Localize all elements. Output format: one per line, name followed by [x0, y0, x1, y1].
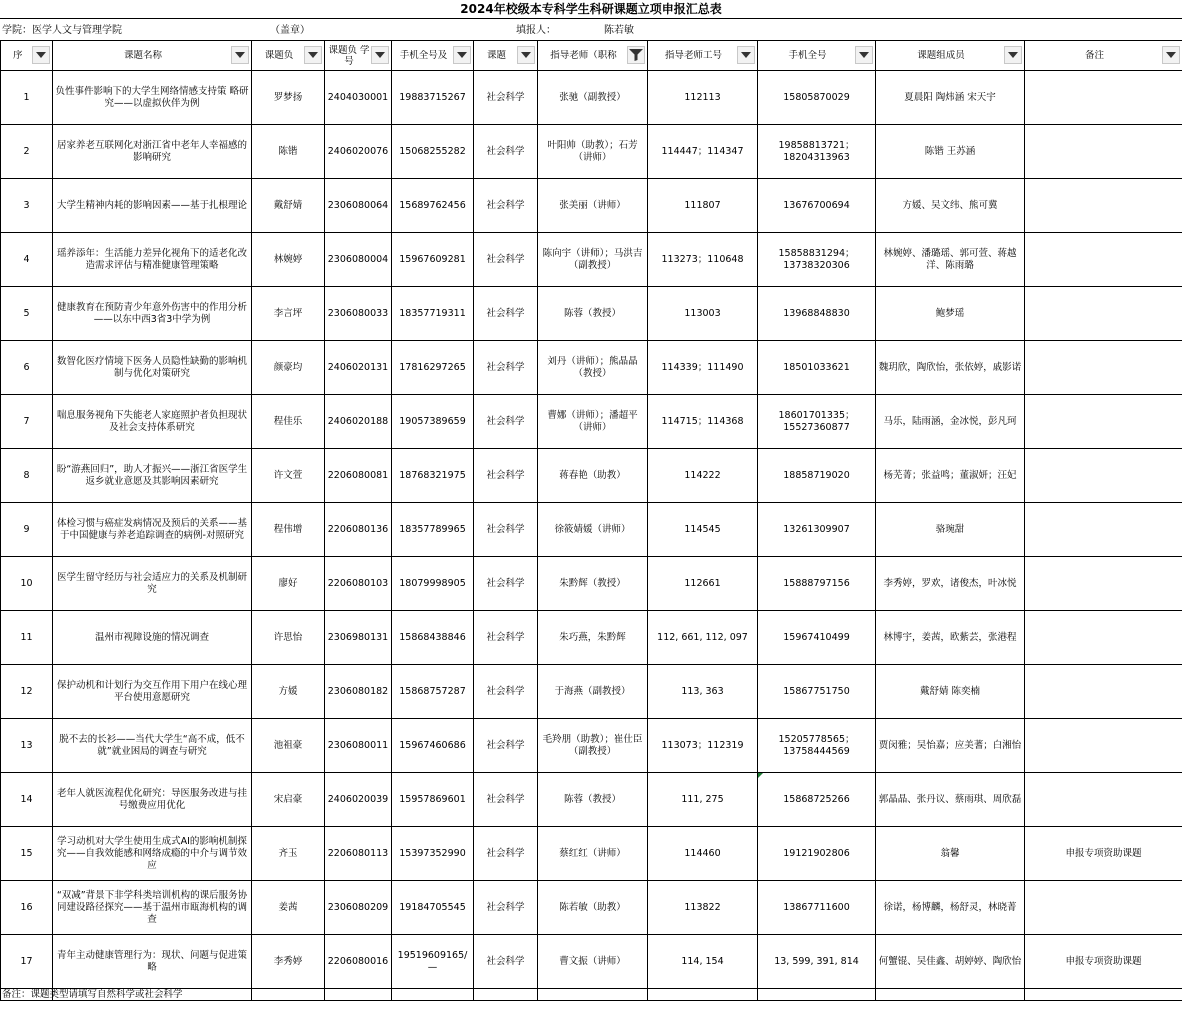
dropdown-arrow-icon[interactable]	[737, 46, 755, 64]
cell-seq[interactable]: 2	[1, 125, 53, 179]
cell-remark[interactable]	[1025, 395, 1182, 449]
cell-advisor-phone[interactable]: 13676700694	[758, 179, 876, 233]
cell-name[interactable]: 保护动机和计划行为交互作用下用户在线心理平台使用意愿研究	[53, 665, 252, 719]
cell-name[interactable]: 负性事件影响下的大学生网络情感支持策 略研究——以虚拟伙伴为例	[53, 71, 252, 125]
cell-members[interactable]: 夏晨阳 陶炜涵 宋天宇	[876, 71, 1025, 125]
table-row	[1, 287, 1182, 341]
table-row	[1, 179, 1182, 233]
dropdown-arrow-icon[interactable]	[517, 46, 535, 64]
cell-name[interactable]: 脱不去的长衫——当代大学生“高不成，低不就”就业困局的调查与研究	[53, 719, 252, 773]
cell-student-id[interactable]: 2306980131	[325, 611, 392, 665]
cell-members[interactable]: 林博宇，姜茜，欧紫芸，张港程	[876, 611, 1025, 665]
cell-advisor[interactable]: 陈若敏（助教）	[538, 881, 648, 935]
cell-leader[interactable]: 陈锴	[252, 125, 325, 179]
cell-leader[interactable]: 戴舒婧	[252, 179, 325, 233]
cell-advisor[interactable]: 蒋春艳（助教）	[538, 449, 648, 503]
dropdown-arrow-icon[interactable]	[1162, 46, 1180, 64]
cell-advisor[interactable]: 张驰（副教授）	[538, 71, 648, 125]
cell-name[interactable]: 老年人就医流程优化研究：导医服务改进与挂号缴费应用优化	[53, 773, 252, 827]
cell-leader-phone[interactable]: 15068255282	[392, 125, 474, 179]
cell-type[interactable]: 社会科学	[474, 233, 538, 287]
cell-members[interactable]: 翁馨	[876, 827, 1025, 881]
empty-cell[interactable]	[758, 989, 876, 1001]
cell-advisor[interactable]: 于海燕（副教授）	[538, 665, 648, 719]
table-row	[1, 449, 1182, 503]
cell-remark[interactable]	[1025, 719, 1182, 773]
column-header-label: 课题负 学号	[328, 44, 370, 67]
cell-advisor[interactable]: 曹娜（讲师）；潘超平（讲师）	[538, 395, 648, 449]
cell-members[interactable]: 林婉婷、潘璐瑶、郭可萱、蒋越洋、陈雨璐	[876, 233, 1025, 287]
cell-remark[interactable]	[1025, 503, 1182, 557]
column-header-label: 备注	[1084, 49, 1104, 61]
table-row	[1, 881, 1182, 935]
cell-advisor-phone[interactable]: 13867711600	[758, 881, 876, 935]
cell-seq[interactable]: 7	[1, 395, 53, 449]
cell-members[interactable]: 徐诺，杨博麟，杨舒灵，林晓菁	[876, 881, 1025, 935]
cell-advisor[interactable]: 陈向宇（讲师）；马洪吉（副教授）	[538, 233, 648, 287]
cell-type[interactable]: 社会科学	[474, 395, 538, 449]
cell-leader[interactable]: 程伟增	[252, 503, 325, 557]
cell-advisor-phone[interactable]: 15805870029	[758, 71, 876, 125]
cell-advisor-phone[interactable]: 13261309907	[758, 503, 876, 557]
dropdown-arrow-icon[interactable]	[1004, 46, 1022, 64]
cell-advisor-phone[interactable]: 15967410499	[758, 611, 876, 665]
cell-leader-phone[interactable]: 15967609281	[392, 233, 474, 287]
cell-advisor-id[interactable]: 114715；114368	[648, 395, 758, 449]
cell-type[interactable]: 社会科学	[474, 611, 538, 665]
cell-advisor-id[interactable]: 112, 661, 112, 097	[648, 611, 758, 665]
cell-leader-phone[interactable]: 15957869601	[392, 773, 474, 827]
cell-type[interactable]: 社会科学	[474, 557, 538, 611]
cell-advisor-phone[interactable]: 18601701335；15527360877	[758, 395, 876, 449]
column-header-advisor-id	[648, 41, 758, 71]
table-row	[1, 719, 1182, 773]
table-row	[1, 611, 1182, 665]
reporter-name: 陈若敏	[604, 25, 634, 36]
column-header-label: 指导老师（职称	[550, 49, 617, 61]
cell-student-id[interactable]: 2306080064	[325, 179, 392, 233]
cell-advisor[interactable]: 毛羚朋（助教）；崔仕臣（副教授）	[538, 719, 648, 773]
cell-advisor-id[interactable]: 113, 363	[648, 665, 758, 719]
cell-advisor-id[interactable]: 113003	[648, 287, 758, 341]
cell-leader[interactable]: 许思怡	[252, 611, 325, 665]
cell-remark[interactable]	[1025, 287, 1182, 341]
header-row	[1, 41, 1182, 71]
cell-seq[interactable]: 8	[1, 449, 53, 503]
cell-advisor-phone[interactable]: 13, 599, 391, 814	[758, 935, 876, 989]
cell-advisor[interactable]: 张美丽（讲师）	[538, 179, 648, 233]
cell-name[interactable]: 大学生精神内耗的影响因素——基于扎根理论	[53, 179, 252, 233]
sheet-title: 2024年校级本专科学生科研课题立项申报汇总表	[0, 0, 1182, 19]
cell-advisor-phone[interactable]: 15858831294；13738320306	[758, 233, 876, 287]
cell-name[interactable]: 居家养老互联网化对浙江省中老年人幸福感的影响研究	[53, 125, 252, 179]
cell-advisor-phone[interactable]: 18858719020	[758, 449, 876, 503]
cell-student-id[interactable]: 2406020076	[325, 125, 392, 179]
column-header-label: 序	[13, 49, 23, 61]
cell-seq[interactable]: 10	[1, 557, 53, 611]
cell-seq[interactable]: 6	[1, 341, 53, 395]
cell-advisor-id[interactable]: 114447；114347	[648, 125, 758, 179]
cell-advisor[interactable]: 叶阳帅（助教）；石芳（讲师）	[538, 125, 648, 179]
cell-student-id[interactable]: 2206080016	[325, 935, 392, 989]
cell-student-id[interactable]: 2306080182	[325, 665, 392, 719]
cell-type[interactable]: 社会科学	[474, 503, 538, 557]
cell-advisor[interactable]: 刘丹（讲师）；熊晶晶（教授）	[538, 341, 648, 395]
cell-type[interactable]: 社会科学	[474, 449, 538, 503]
cell-members[interactable]: 戴舒婧 陈奕楠	[876, 665, 1025, 719]
cell-seq[interactable]: 12	[1, 665, 53, 719]
cell-leader-phone[interactable]: 15868438846	[392, 611, 474, 665]
cell-comment-marker	[758, 773, 763, 778]
column-header-seq	[1, 41, 53, 71]
cell-student-id[interactable]: 2306080033	[325, 287, 392, 341]
cell-name[interactable]: 青年主动健康管理行为：现状、问题与促进策略	[53, 935, 252, 989]
cell-remark[interactable]	[1025, 125, 1182, 179]
college-label: 学院：医学人文与管理学院	[2, 25, 122, 36]
cell-seq[interactable]: 3	[1, 179, 53, 233]
cell-advisor-phone[interactable]: 15868725266	[758, 773, 876, 827]
cell-advisor-phone[interactable]: 19858813721；18204313963	[758, 125, 876, 179]
column-header-label: 手机全号	[788, 49, 827, 61]
cell-advisor-id[interactable]: 111807	[648, 179, 758, 233]
cell-members[interactable]: 魏玥欣，陶欣怡，张依婷，戚影诺	[876, 341, 1025, 395]
cell-name[interactable]: 医学生留守经历与社会适应力的关系及机制研究	[53, 557, 252, 611]
column-header-student-id	[325, 41, 392, 71]
cell-leader-phone[interactable]: 17816297265	[392, 341, 474, 395]
cell-members[interactable]: 马乐，陆雨涵，金冰悦，彭凡珂	[876, 395, 1025, 449]
cell-student-id[interactable]: 2206080081	[325, 449, 392, 503]
cell-remark[interactable]	[1025, 611, 1182, 665]
cell-name[interactable]: 温州市视障设施的情况调查	[53, 611, 252, 665]
table-row	[1, 665, 1182, 719]
cell-advisor-phone[interactable]: 15867751750	[758, 665, 876, 719]
column-header-type	[474, 41, 538, 71]
filter-funnel-icon[interactable]	[627, 46, 645, 64]
dropdown-arrow-icon[interactable]	[231, 46, 249, 64]
cell-leader[interactable]: 方媛	[252, 665, 325, 719]
cell-advisor[interactable]: 曹文振（讲师）	[538, 935, 648, 989]
cell-seq[interactable]: 11	[1, 611, 53, 665]
dropdown-arrow-icon[interactable]	[32, 46, 50, 64]
cell-members[interactable]: 贾闵雅；吴怡嘉；应美蓍；白湘怡	[876, 719, 1025, 773]
cell-leader-phone[interactable]: 15689762456	[392, 179, 474, 233]
column-header-label: 手机全号及	[399, 49, 448, 61]
table-row	[1, 557, 1182, 611]
cell-student-id[interactable]: 2206080113	[325, 827, 392, 881]
cell-remark[interactable]: 申报专项资助课题	[1025, 935, 1182, 989]
cell-name[interactable]: 数智化医疗情境下医务人员隐性缺勤的影响机制与优化对策研究	[53, 341, 252, 395]
column-header-advisor-phone	[758, 41, 876, 71]
cell-advisor-phone[interactable]: 13968848830	[758, 287, 876, 341]
table-row	[1, 773, 1182, 827]
cell-leader[interactable]: 罗梦扬	[252, 71, 325, 125]
cell-leader-phone[interactable]: 18357789965	[392, 503, 474, 557]
cell-remark[interactable]	[1025, 341, 1182, 395]
cell-remark[interactable]	[1025, 557, 1182, 611]
cell-advisor-phone[interactable]: 18501033621	[758, 341, 876, 395]
dropdown-arrow-icon[interactable]	[371, 46, 389, 64]
seal-label: （盖章）	[270, 25, 310, 36]
cell-name[interactable]: 喘息服务视角下失能老人家庭照护者负担现状及社会支持体系研究	[53, 395, 252, 449]
cell-advisor-id[interactable]: 112661	[648, 557, 758, 611]
table-row	[1, 341, 1182, 395]
cell-advisor-id[interactable]: 114339；111490	[648, 341, 758, 395]
summary-table	[0, 40, 1182, 1001]
table-row	[1, 935, 1182, 989]
dropdown-arrow-icon[interactable]	[304, 46, 322, 64]
cell-seq[interactable]: 13	[1, 719, 53, 773]
cell-leader[interactable]: 姜茜	[252, 881, 325, 935]
column-header-remark	[1025, 41, 1182, 71]
cell-members[interactable]: 何蟹锟、吴佳鑫、胡婷婷、陶欣怡	[876, 935, 1025, 989]
cell-student-id[interactable]: 2306080011	[325, 719, 392, 773]
cell-remark[interactable]: 申报专项资助课题	[1025, 827, 1182, 881]
empty-cell[interactable]	[876, 989, 1025, 1001]
cell-leader-phone[interactable]: 19519609165/—	[392, 935, 474, 989]
cell-remark[interactable]	[1025, 665, 1182, 719]
reporter-label: 填报人：	[516, 25, 556, 36]
cell-remark[interactable]	[1025, 179, 1182, 233]
cell-advisor-id[interactable]: 112113	[648, 71, 758, 125]
cell-name[interactable]: “双减”背景下非学科类培训机构的课后服务协同建设路径探究——基于温州市瓯海机构的调查	[53, 881, 252, 935]
cell-type[interactable]: 社会科学	[474, 179, 538, 233]
cell-advisor-id[interactable]: 113822	[648, 881, 758, 935]
cell-name[interactable]: 健康教育在预防青少年意外伤害中的作用分析——以东中西3省3中学为例	[53, 287, 252, 341]
cell-student-id[interactable]: 2406020039	[325, 773, 392, 827]
cell-remark[interactable]	[1025, 449, 1182, 503]
column-header-label: 课题组成员	[917, 49, 965, 61]
cell-advisor-id[interactable]: 111, 275	[648, 773, 758, 827]
cell-seq[interactable]: 15	[1, 827, 53, 881]
cell-leader-phone[interactable]: 19184705545	[392, 881, 474, 935]
table-row	[1, 395, 1182, 449]
cell-members[interactable]: 杨芜菁；张益鸣；董淑妍；汪妃	[876, 449, 1025, 503]
cell-seq[interactable]: 1	[1, 71, 53, 125]
cell-leader[interactable]: 齐玉	[252, 827, 325, 881]
cell-remark[interactable]	[1025, 71, 1182, 125]
cell-advisor-phone[interactable]: 15888797156	[758, 557, 876, 611]
cell-remark[interactable]	[1025, 773, 1182, 827]
cell-advisor-id[interactable]: 114, 154	[648, 935, 758, 989]
cell-type[interactable]: 社会科学	[474, 719, 538, 773]
cell-advisor[interactable]: 陈蓉（教授）	[538, 773, 648, 827]
cell-leader[interactable]: 颜豪均	[252, 341, 325, 395]
cell-remark[interactable]	[1025, 233, 1182, 287]
cell-leader-phone[interactable]: 18079998905	[392, 557, 474, 611]
table-row	[1, 71, 1182, 125]
cell-advisor-id[interactable]: 113073；112319	[648, 719, 758, 773]
cell-advisor[interactable]: 朱巧燕，朱黔辉	[538, 611, 648, 665]
dropdown-arrow-icon[interactable]	[453, 46, 471, 64]
footnote: 备注：课题类型请填写自然科学或社会科学	[2, 989, 183, 1000]
empty-cell[interactable]	[1025, 989, 1182, 1001]
cell-members[interactable]: 郭晶晶、张丹议、蔡雨琪、周欣磊	[876, 773, 1025, 827]
cell-leader[interactable]: 池祖豪	[252, 719, 325, 773]
cell-leader-phone[interactable]: 15868757287	[392, 665, 474, 719]
cell-seq[interactable]: 14	[1, 773, 53, 827]
cell-advisor-id[interactable]: 113273；110648	[648, 233, 758, 287]
cell-leader-phone[interactable]: 15967460686	[392, 719, 474, 773]
cell-advisor[interactable]: 蔡红红（讲师）	[538, 827, 648, 881]
cell-student-id[interactable]: 2206080103	[325, 557, 392, 611]
table-row	[1, 827, 1182, 881]
table-row	[1, 233, 1182, 287]
cell-leader[interactable]: 宋启豪	[252, 773, 325, 827]
column-header-members	[876, 41, 1025, 71]
table-row	[1, 125, 1182, 179]
cell-members[interactable]: 骆琬甜	[876, 503, 1025, 557]
cell-leader-phone[interactable]: 15397352990	[392, 827, 474, 881]
dropdown-arrow-icon[interactable]	[855, 46, 873, 64]
column-header-leader	[252, 41, 325, 71]
cell-name[interactable]: 学习动机对大学生使用生成式AI的影响机制探究——自我效能感和网络成瘾的中介与调节效应	[53, 827, 252, 881]
cell-leader-phone[interactable]: 19883715267	[392, 71, 474, 125]
cell-advisor[interactable]: 陈蓉（教授）	[538, 287, 648, 341]
cell-name[interactable]: 盼“游燕回归”，助人才振兴——浙江省医学生返乡就业意愿及其影响因素研究	[53, 449, 252, 503]
cell-leader-phone[interactable]: 18768321975	[392, 449, 474, 503]
column-header-advisor	[538, 41, 648, 71]
column-header-label: 课题	[486, 49, 506, 61]
cell-seq[interactable]: 4	[1, 233, 53, 287]
column-header-label: 课题负	[264, 49, 294, 61]
cell-name[interactable]: 瑶养添年：生活能力差异化视角下的适老化改造需求评估与精准健康管理策略	[53, 233, 252, 287]
cell-members[interactable]: 陈锴 王苏涵	[876, 125, 1025, 179]
cell-leader[interactable]: 林婉婷	[252, 233, 325, 287]
column-header-leader-phone	[392, 41, 474, 71]
cell-leader[interactable]: 廖好	[252, 557, 325, 611]
cell-student-id[interactable]: 2306080004	[325, 233, 392, 287]
table-body	[1, 71, 1182, 1001]
cell-members[interactable]: 李秀婷，罗欢，诸俊杰，叶冰悦	[876, 557, 1025, 611]
table-row	[1, 503, 1182, 557]
cell-advisor-id[interactable]: 114222	[648, 449, 758, 503]
cell-type[interactable]: 社会科学	[474, 125, 538, 179]
cell-type[interactable]: 社会科学	[474, 773, 538, 827]
cell-type[interactable]: 社会科学	[474, 935, 538, 989]
cell-advisor-id[interactable]: 114460	[648, 827, 758, 881]
cell-type[interactable]: 社会科学	[474, 881, 538, 935]
cell-type[interactable]: 社会科学	[474, 341, 538, 395]
cell-advisor[interactable]: 徐筱婧媛（讲师）	[538, 503, 648, 557]
cell-leader[interactable]: 李言坪	[252, 287, 325, 341]
empty-cell[interactable]	[325, 989, 392, 1001]
empty-cell[interactable]	[648, 989, 758, 1001]
cell-seq[interactable]: 5	[1, 287, 53, 341]
cell-type[interactable]: 社会科学	[474, 287, 538, 341]
cell-leader-phone[interactable]: 19057389659	[392, 395, 474, 449]
column-header-label: 课题名称	[123, 49, 162, 61]
cell-advisor[interactable]: 朱黔辉（教授）	[538, 557, 648, 611]
cell-type[interactable]: 社会科学	[474, 665, 538, 719]
cell-members[interactable]: 方媛、吴文纬、熊可冀	[876, 179, 1025, 233]
cell-student-id[interactable]: 2306080209	[325, 881, 392, 935]
cell-leader[interactable]: 许文萱	[252, 449, 325, 503]
empty-cell[interactable]	[538, 989, 648, 1001]
cell-advisor-phone[interactable]: 19121902806	[758, 827, 876, 881]
cell-members[interactable]: 鲍梦瑶	[876, 287, 1025, 341]
cell-leader[interactable]: 李秀婷	[252, 935, 325, 989]
cell-student-id[interactable]: 2406020131	[325, 341, 392, 395]
cell-remark[interactable]	[1025, 881, 1182, 935]
cell-seq[interactable]: 9	[1, 503, 53, 557]
column-header-name	[53, 41, 252, 71]
cell-advisor-phone[interactable]: 15205778565；13758444569	[758, 719, 876, 773]
empty-cell[interactable]	[392, 989, 474, 1001]
cell-name[interactable]: 体检习惯与癌症发病情况及预后的关系——基于中国健康与养老追踪调查的病例-对照研究	[53, 503, 252, 557]
column-header-label: 指导老师工号	[664, 49, 722, 61]
cell-type[interactable]: 社会科学	[474, 71, 538, 125]
cell-seq[interactable]: 16	[1, 881, 53, 935]
cell-leader[interactable]: 程佳乐	[252, 395, 325, 449]
cell-seq[interactable]: 17	[1, 935, 53, 989]
cell-student-id[interactable]: 2406020188	[325, 395, 392, 449]
cell-student-id[interactable]: 2404030001	[325, 71, 392, 125]
empty-cell[interactable]	[474, 989, 538, 1001]
cell-leader-phone[interactable]: 18357719311	[392, 287, 474, 341]
cell-advisor-id[interactable]: 114545	[648, 503, 758, 557]
cell-type[interactable]: 社会科学	[474, 827, 538, 881]
empty-cell[interactable]	[252, 989, 325, 1001]
cell-student-id[interactable]: 2206080136	[325, 503, 392, 557]
